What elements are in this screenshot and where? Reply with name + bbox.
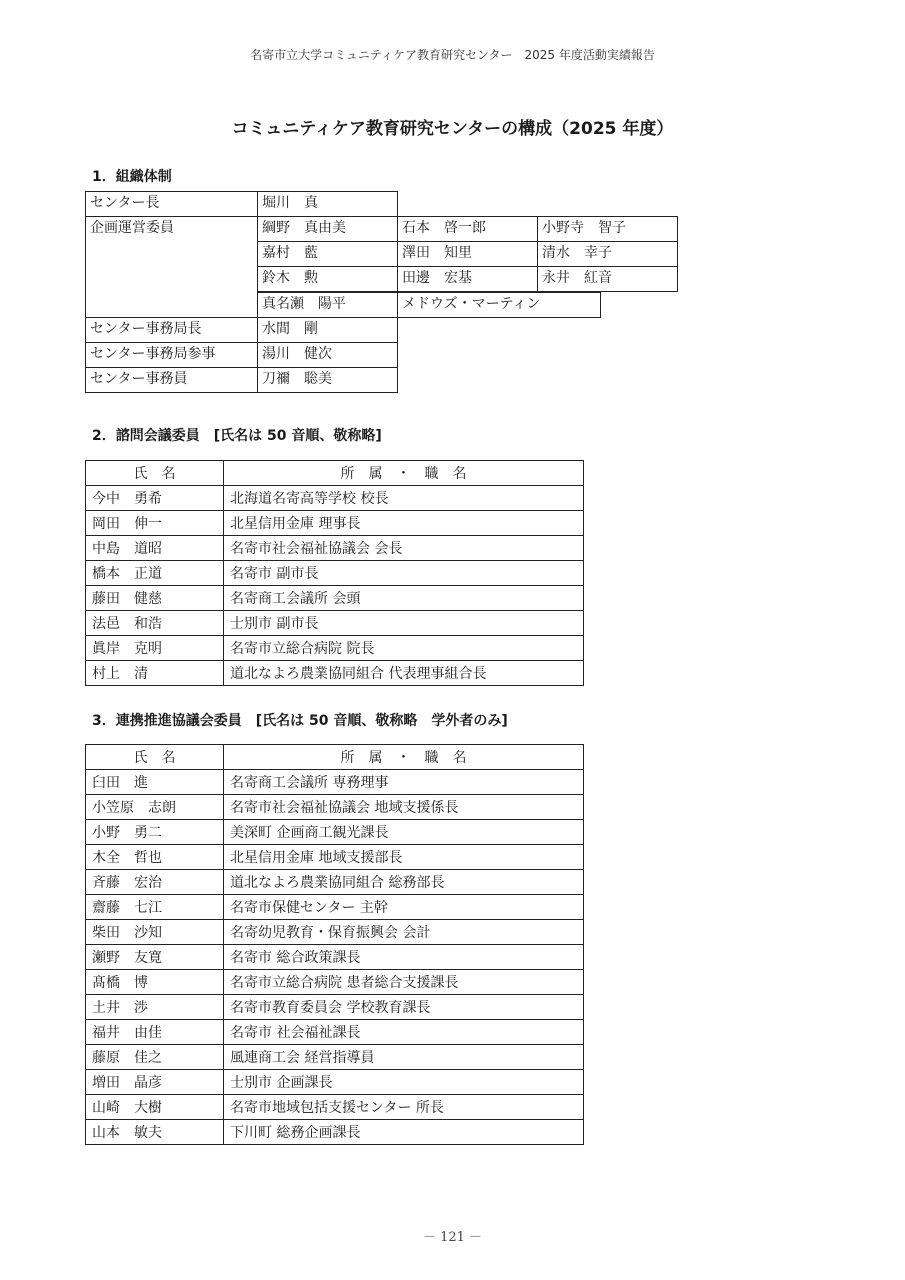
table-row: [86, 945, 584, 970]
member-affiliation: 名寄商工会議所 専務理事: [224, 770, 584, 795]
member-name: 小笠原 志朗: [86, 795, 224, 820]
member-affiliation: 美深町 企画商工観光課長: [224, 820, 584, 845]
table-row: [86, 561, 584, 586]
table-row: [86, 920, 584, 945]
page-number: － 121 －: [422, 1230, 483, 1245]
member-affiliation: 名寄幼児教育・保育振興会 会計: [224, 920, 584, 945]
table-row: [86, 661, 584, 686]
member-name: 臼田 進: [86, 770, 224, 795]
table-row: [86, 770, 584, 795]
member-affiliation: 名寄市社会福祉協議会 会長: [224, 536, 584, 561]
table-row: [86, 1095, 584, 1120]
member-affiliation: 名寄市保健センター 主幹: [224, 895, 584, 920]
member-name: 村上 清: [86, 661, 224, 686]
role-center-director: センター長: [85, 191, 258, 217]
member-affiliation: 名寄市立総合病院 院長: [224, 636, 584, 661]
member-name: 柴田 沙知: [86, 920, 224, 945]
member-name: 清水 幸子: [537, 241, 678, 267]
member-name: 橋本 正道: [86, 561, 224, 586]
role-office-chief: センター事務局長: [85, 317, 258, 343]
member-affiliation: 名寄市社会福祉協議会 地域支援係長: [224, 795, 584, 820]
section2-heading: 2．諮問会議委員 [氏名は 50 音順、敬称略]: [92, 428, 382, 444]
table-row: [86, 1070, 584, 1095]
table-row: [86, 845, 584, 870]
table-row: [86, 511, 584, 536]
role-office-staff: センター事務員: [85, 367, 258, 393]
member-name: 木全 哲也: [86, 845, 224, 870]
member-name: 藤田 健慈: [86, 586, 224, 611]
member-name: 湯川 健次: [257, 342, 398, 368]
column-header-affiliation: 所 属 ・ 職 名: [224, 461, 584, 486]
member-name: 藤原 佳之: [86, 1045, 224, 1070]
member-name: 嘉村 藍: [257, 241, 398, 267]
member-name: 中島 道昭: [86, 536, 224, 561]
member-name: 堀川 真: [257, 191, 398, 217]
member-affiliation: 道北なよろ農業協同組合 総務部長: [224, 870, 584, 895]
member-affiliation: 名寄市 総合政策課長: [224, 945, 584, 970]
table-row: [86, 895, 584, 920]
column-header-name: 氏 名: [86, 745, 224, 770]
member-affiliation: 北星信用金庫 理事長: [224, 511, 584, 536]
table-header-row: [86, 745, 584, 770]
section1-heading: 1．組織体制: [92, 169, 172, 185]
member-name: 鈴木 勲: [257, 266, 398, 292]
table-row: [86, 536, 584, 561]
member-affiliation: 名寄市 社会福祉課長: [224, 1020, 584, 1045]
table-row: [86, 586, 584, 611]
member-affiliation: 名寄市教育委員会 学校教育課長: [224, 995, 584, 1020]
member-affiliation: 名寄市 副市長: [224, 561, 584, 586]
running-header: 名寄市立大学コミュニティケア教育研究センター 2025 年度活動実績報告: [250, 48, 655, 62]
member-affiliation: 北海道名寄高等学校 校長: [224, 486, 584, 511]
liaison-council-table: [85, 744, 584, 1145]
member-affiliation: 名寄市立総合病院 患者総合支援課長: [224, 970, 584, 995]
member-name: 水間 剛: [257, 317, 398, 343]
table-row: [86, 870, 584, 895]
member-name: 斉藤 宏治: [86, 870, 224, 895]
member-name: 増田 晶彦: [86, 1070, 224, 1095]
member-name: 綱野 真由美: [257, 216, 398, 242]
member-name: 瀬野 友寛: [86, 945, 224, 970]
member-affiliation: 名寄商工会議所 会頭: [224, 586, 584, 611]
member-name: 齋藤 七江: [86, 895, 224, 920]
advisory-council-table: [85, 460, 584, 686]
member-name: 真名瀬 陽平: [257, 292, 398, 318]
role-planning-committee: 企画運営委員: [85, 216, 258, 318]
table-row: [86, 1120, 584, 1145]
column-header-affiliation: 所 属 ・ 職 名: [224, 745, 584, 770]
member-name: 眞岸 克明: [86, 636, 224, 661]
table-row: [86, 995, 584, 1020]
member-affiliation: 士別市 副市長: [224, 611, 584, 636]
member-name: 今中 勇希: [86, 486, 224, 511]
member-name: 石本 啓一郎: [397, 216, 538, 242]
member-affiliation: 北星信用金庫 地域支援部長: [224, 845, 584, 870]
table-row: [86, 611, 584, 636]
member-affiliation: 道北なよろ農業協同組合 代表理事組合長: [224, 661, 584, 686]
table-row: [86, 795, 584, 820]
member-name: 髙橋 博: [86, 970, 224, 995]
member-affiliation: 下川町 総務企画課長: [224, 1120, 584, 1145]
section3-heading: 3．連携推進協議会委員 [氏名は 50 音順、敬称略 学外者のみ]: [92, 713, 508, 729]
member-name: 小野 勇二: [86, 820, 224, 845]
table-row: [86, 820, 584, 845]
table-row: [86, 970, 584, 995]
member-affiliation: 士別市 企画課長: [224, 1070, 584, 1095]
page-title: コミュニティケア教育研究センターの構成（2025 年度）: [231, 119, 674, 139]
member-affiliation: 名寄市地域包括支援センター 所長: [224, 1095, 584, 1120]
table-row: [86, 486, 584, 511]
member-name: 福井 由佳: [86, 1020, 224, 1045]
member-name: 山本 敏夫: [86, 1120, 224, 1145]
member-name: 土井 渉: [86, 995, 224, 1020]
member-name: 田邊 宏基: [397, 266, 538, 292]
table-row: [86, 636, 584, 661]
member-name: 法邑 和浩: [86, 611, 224, 636]
table-header-row: [86, 461, 584, 486]
member-name: 岡田 伸一: [86, 511, 224, 536]
member-affiliation: 風連商工会 経営指導員: [224, 1045, 584, 1070]
table-row: [86, 1045, 584, 1070]
table-row: [86, 1020, 584, 1045]
member-name: 澤田 知里: [397, 241, 538, 267]
member-name: 永井 紅音: [537, 266, 678, 292]
column-header-name: 氏 名: [86, 461, 224, 486]
member-name: メドウズ・マーティン: [397, 292, 601, 318]
member-name: 刀禰 聡美: [257, 367, 398, 393]
member-name: 小野寺 智子: [537, 216, 678, 242]
role-office-counselor: センター事務局参事: [85, 342, 258, 368]
member-name: 山崎 大樹: [86, 1095, 224, 1120]
